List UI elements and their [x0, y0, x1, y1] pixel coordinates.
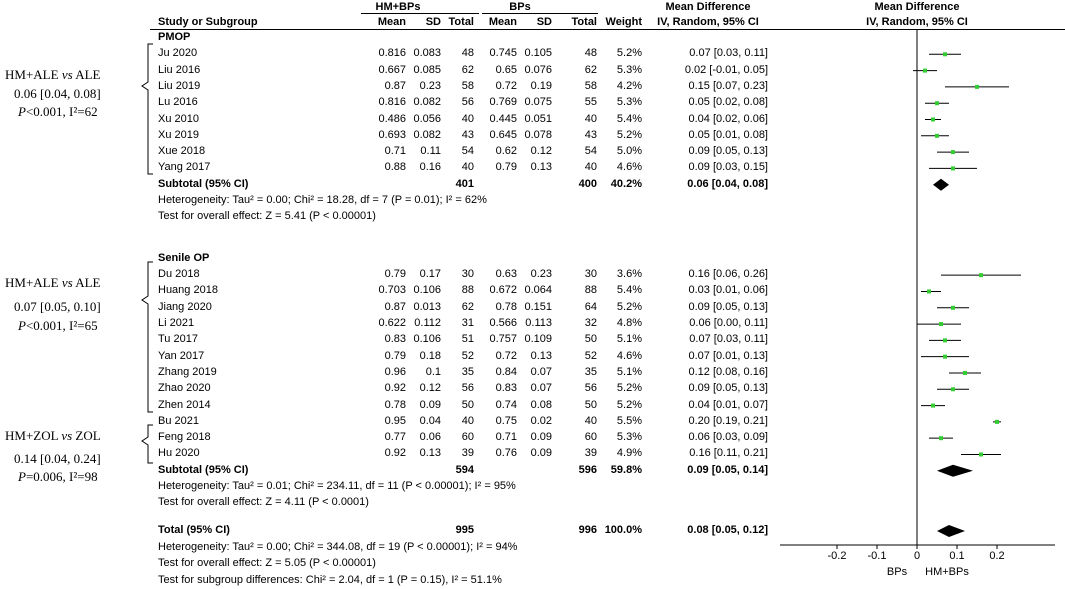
mean-diff-ci: 0.04 [0.02, 0.06] [688, 112, 768, 125]
point-estimate [951, 150, 955, 154]
total-hm: 52 [461, 349, 474, 362]
weight: 5.0% [616, 145, 642, 158]
sd-bps: 0.07 [530, 365, 552, 378]
total-bps: 54 [584, 145, 597, 158]
subtotal-diamond [933, 179, 949, 191]
weight: 5.2% [616, 382, 642, 395]
mean-diff-ci: 0.02 [-0.01, 0.05] [684, 63, 768, 76]
sd-hm: 0.013 [413, 300, 441, 313]
favours-right-label: HM+BPs [925, 566, 969, 578]
total-hm: 60 [461, 431, 474, 444]
mean-hm: 0.622 [378, 317, 406, 330]
mean-bps: 0.75 [495, 414, 517, 427]
sd-hm: 0.085 [413, 63, 441, 76]
sd-bps: 0.105 [524, 47, 552, 60]
mean-hm: 0.71 [384, 145, 406, 158]
sd-bps: 0.07 [530, 382, 552, 395]
point-estimate [979, 273, 983, 277]
total-hm: 88 [461, 284, 474, 297]
subtotal-ci: 0.06 [0.04, 0.08] [687, 177, 768, 190]
mean-hm: 0.92 [384, 382, 406, 395]
mean-hm: 0.88 [384, 161, 406, 174]
study-name: Xu 2010 [158, 112, 199, 125]
sd-hm: 0.106 [413, 284, 441, 297]
weight: 4.6% [616, 349, 642, 362]
point-estimate [931, 118, 935, 122]
total-hm: 54 [461, 145, 474, 158]
point-estimate [939, 436, 943, 440]
mean-diff-ci: 0.09 [0.03, 0.15] [688, 161, 768, 174]
point-estimate [951, 387, 955, 391]
study-name: Bu 2021 [158, 414, 199, 427]
mean-bps: 0.76 [495, 447, 517, 460]
mean-bps: 0.566 [489, 317, 517, 330]
mean-bps: 0.63 [495, 268, 517, 281]
total-hm: 40 [461, 414, 474, 427]
total-bps: 39 [584, 447, 597, 460]
mean-bps: 0.645 [489, 128, 517, 141]
sd-hm: 0.16 [419, 161, 441, 174]
total-bps: 88 [584, 284, 597, 297]
bracket-senile-ale [142, 262, 153, 412]
point-estimate [939, 322, 943, 326]
mean-bps: 0.757 [489, 333, 517, 346]
total-bps: 50 [584, 333, 597, 346]
header-mean1: Mean [377, 16, 406, 28]
header-total2: Total [571, 16, 597, 28]
sd-hm: 0.11 [420, 145, 441, 158]
total-hm: 35 [461, 365, 474, 378]
sd-bps: 0.076 [524, 63, 552, 76]
total-bps: 35 [584, 365, 597, 378]
total-bps: 60 [584, 431, 597, 444]
study-name: Liu 2019 [158, 79, 201, 92]
study-name: Huang 2018 [158, 284, 218, 297]
total-bps: 40 [584, 161, 597, 174]
study-name: Xue 2018 [158, 145, 206, 158]
point-estimate [951, 166, 955, 170]
sd-hm: 0.12 [419, 382, 441, 395]
header-rule [150, 29, 1065, 30]
weight: 5.3% [616, 96, 642, 109]
x-tick-label: 0.2 [989, 550, 1005, 562]
annotation-senile-ale-stats: P<0.001, I²=65 [18, 318, 98, 333]
sd-hm: 0.112 [414, 317, 441, 330]
annotation-senile-zol-comparison: HM+ZOL vs ZOL [5, 428, 101, 443]
sd-bps: 0.051 [524, 112, 552, 125]
sd-bps: 0.19 [530, 79, 552, 92]
total-n2: 996 [578, 524, 597, 536]
subtotal-diamond [937, 465, 973, 477]
mean-diff-ci: 0.09 [0.05, 0.13] [688, 382, 768, 395]
study-name: Hu 2020 [158, 447, 200, 460]
point-estimate [963, 371, 967, 375]
mean-bps: 0.83 [495, 382, 517, 395]
total-hm: 51 [461, 333, 474, 346]
x-tick-label: 0.1 [949, 550, 965, 562]
sd-hm: 0.18 [419, 349, 441, 362]
study-name: Liu 2016 [158, 63, 201, 76]
sd-hm: 0.082 [413, 96, 441, 109]
mean-diff-ci: 0.04 [0.01, 0.07] [688, 398, 768, 411]
total-hm: 30 [461, 268, 474, 281]
mean-diff-ci: 0.07 [0.03, 0.11] [689, 47, 768, 60]
total-bps: 58 [584, 79, 597, 92]
weight: 4.9% [616, 447, 642, 460]
study-name: Yang 2017 [158, 161, 211, 174]
mean-bps: 0.672 [489, 284, 517, 297]
total-bps: 55 [584, 96, 597, 109]
subtotal-weight: 40.2% [610, 177, 642, 190]
mean-hm: 0.816 [378, 96, 406, 109]
subtotal-label: Subtotal (95% CI) [158, 463, 249, 476]
sd-bps: 0.12 [530, 145, 552, 158]
bracket-senile-zol [142, 425, 153, 463]
point-estimate [943, 355, 947, 359]
weight: 5.3% [616, 63, 642, 76]
subtotal-label: Subtotal (95% CI) [158, 177, 249, 190]
mean-diff-ci: 0.03 [0.01, 0.06] [688, 284, 768, 297]
total-bps: 40 [584, 414, 597, 427]
subtotal-n1: 401 [455, 177, 474, 190]
mean-bps: 0.84 [495, 365, 517, 378]
mean-bps: 0.65 [495, 63, 517, 76]
sd-bps: 0.02 [530, 414, 552, 427]
subtotal-weight: 59.8% [610, 463, 642, 476]
mean-diff-ci: 0.20 [0.19, 0.21] [688, 414, 768, 427]
sd-hm: 0.106 [413, 333, 441, 346]
mean-hm: 0.667 [378, 63, 406, 76]
header-total1: Total [448, 16, 474, 28]
sd-bps: 0.075 [524, 96, 552, 109]
total-hm: 56 [461, 382, 474, 395]
heterogeneity-text: Heterogeneity: Tau² = 0.00; Chi² = 18.28, df = 7 (P = 0.01); I² = 62% [158, 194, 487, 206]
sd-hm: 0.13 [419, 447, 441, 460]
mean-hm: 0.92 [384, 447, 406, 460]
total-hm: 40 [461, 112, 474, 125]
total-weight: 100.0% [604, 524, 642, 536]
annotation-senile-zol-estimate: 0.14 [0.04, 0.24] [14, 451, 101, 466]
point-estimate [935, 134, 939, 138]
bracket-pmop [142, 44, 153, 174]
total-heterogeneity: Heterogeneity: Tau² = 0.00; Chi² = 344.08, df = 19 (P < 0.00001); I² = 94% [158, 541, 518, 553]
total-hm: 40 [461, 161, 474, 174]
weight: 4.6% [616, 161, 642, 174]
mean-diff-ci: 0.15 [0.07, 0.23] [688, 79, 768, 92]
point-estimate [927, 289, 931, 293]
mean-bps: 0.71 [495, 431, 517, 444]
point-estimate [975, 85, 979, 89]
sd-hm: 0.17 [419, 268, 441, 281]
mean-hm: 0.96 [384, 365, 406, 378]
group2-rule [482, 13, 598, 14]
total-bps: 32 [584, 317, 597, 330]
sd-bps: 0.08 [530, 398, 552, 411]
point-estimate [943, 338, 947, 342]
header-weight: Weight [605, 16, 642, 28]
total-hm: 58 [461, 79, 474, 92]
mean-diff-ci: 0.05 [0.01, 0.08] [688, 128, 768, 141]
mean-diff-ci: 0.16 [0.06, 0.26] [688, 268, 768, 281]
study-name: Tu 2017 [158, 333, 198, 346]
total-effect: Test for overall effect: Z = 5.05 (P < 0.00001) [158, 557, 376, 569]
sd-hm: 0.082 [413, 128, 441, 141]
mean-bps: 0.79 [495, 161, 517, 174]
mean-diff-ci: 0.09 [0.05, 0.13] [688, 300, 768, 313]
subgroup-title: PMOP [158, 31, 191, 43]
header-md-title: Mean Difference [665, 1, 751, 13]
sd-hm: 0.1 [425, 365, 441, 378]
weight: 3.6% [616, 268, 642, 281]
mean-hm: 0.816 [378, 47, 406, 60]
point-estimate [995, 420, 999, 424]
mean-hm: 0.77 [384, 431, 406, 444]
total-hm: 56 [461, 96, 474, 109]
annotation-pmop-stats: P<0.001, I²=62 [18, 104, 98, 119]
sd-bps: 0.109 [524, 333, 552, 346]
total-hm: 43 [461, 128, 474, 141]
total-bps: 62 [584, 63, 597, 76]
total-bps: 48 [584, 47, 597, 60]
study-name: Du 2018 [158, 268, 200, 281]
study-name: Zhen 2014 [158, 398, 211, 411]
total-hm: 50 [461, 398, 474, 411]
header-sd1: SD [425, 16, 441, 28]
study-name: Li 2021 [158, 317, 195, 330]
mean-bps: 0.72 [495, 79, 517, 92]
header-study: Study or Subgroup [158, 16, 258, 28]
point-estimate [935, 101, 939, 105]
overall-effect-text: Test for overall effect: Z = 5.41 (P < 0.00001) [158, 210, 376, 223]
study-name: Yan 2017 [158, 349, 205, 362]
weight: 5.2% [616, 128, 642, 141]
mean-bps: 0.445 [489, 112, 517, 125]
study-name: Ju 2020 [158, 47, 198, 60]
sd-bps: 0.09 [530, 447, 552, 460]
total-bps: 52 [584, 349, 597, 362]
x-tick-label: -0.2 [827, 550, 847, 562]
subgroup-differences: Test for subgroup differences: Chi² = 2.04, df = 1 (P = 0.15), I² = 51.1% [158, 574, 502, 586]
sd-hm: 0.056 [413, 112, 441, 125]
mean-diff-ci: 0.09 [0.05, 0.13] [688, 145, 768, 158]
point-estimate [979, 452, 983, 456]
x-tick-label: 0 [913, 550, 921, 562]
mean-diff-ci: 0.06 [0.03, 0.09] [688, 431, 768, 444]
weight: 5.1% [616, 333, 642, 346]
mean-hm: 0.83 [384, 333, 406, 346]
total-label: Total (95% CI) [158, 524, 230, 536]
mean-diff-ci: 0.05 [0.02, 0.08] [688, 96, 768, 109]
header-plot-title: Mean Difference [874, 1, 960, 13]
weight: 5.4% [616, 284, 642, 297]
total-hm: 62 [461, 300, 474, 313]
header-group1: HM+BPs [375, 1, 421, 13]
mean-hm: 0.79 [384, 349, 406, 362]
subtotal-ci: 0.09 [0.05, 0.14] [687, 463, 768, 476]
study-name: Lu 2016 [158, 96, 198, 109]
mean-bps: 0.745 [489, 47, 517, 60]
mean-diff-ci: 0.06 [0.00, 0.11] [689, 317, 768, 330]
mean-bps: 0.62 [495, 145, 517, 158]
mean-bps: 0.769 [489, 96, 517, 109]
total-n1: 995 [455, 524, 474, 536]
mean-hm: 0.87 [384, 300, 406, 313]
mean-hm: 0.95 [384, 414, 406, 427]
x-tick-label: -0.1 [867, 550, 887, 562]
total-bps: 30 [584, 268, 597, 281]
subtotal-n1: 594 [455, 463, 474, 476]
total-bps: 40 [584, 112, 597, 125]
total-bps: 43 [584, 128, 597, 141]
sd-bps: 0.151 [524, 300, 552, 313]
mean-diff-ci: 0.12 [0.08, 0.16] [688, 365, 768, 378]
heterogeneity-text: Heterogeneity: Tau² = 0.01; Chi² = 234.11, df = 11 (P < 0.00001); I² = 95% [158, 480, 516, 493]
mean-bps: 0.78 [495, 300, 517, 313]
point-estimate [923, 69, 927, 73]
sd-hm: 0.04 [419, 414, 441, 427]
point-estimate [931, 404, 935, 408]
subtotal-n2: 400 [578, 177, 597, 190]
favours-left-label: BPs [886, 566, 908, 578]
mean-hm: 0.87 [384, 79, 406, 92]
sd-bps: 0.09 [530, 431, 552, 444]
mean-hm: 0.78 [384, 398, 406, 411]
header-group2: BPs [509, 1, 531, 13]
annotation-pmop-comparison: HM+ALE vs ALE [5, 67, 101, 82]
study-name: Xu 2019 [158, 128, 199, 141]
point-estimate [943, 52, 947, 56]
sd-bps: 0.078 [524, 128, 552, 141]
total-hm: 48 [461, 47, 474, 60]
sd-hm: 0.09 [419, 398, 441, 411]
point-estimate [951, 306, 955, 310]
weight: 4.2% [616, 79, 642, 92]
sd-bps: 0.13 [530, 161, 552, 174]
total-hm: 62 [461, 63, 474, 76]
weight: 5.2% [616, 398, 642, 411]
sd-bps: 0.23 [530, 268, 552, 281]
weight: 5.2% [616, 47, 642, 60]
header-plot-sub: IV, Random, 95% CI [866, 16, 968, 28]
header-md-sub: IV, Random, 95% CI [657, 16, 759, 28]
mean-diff-ci: 0.16 [0.11, 0.21] [689, 447, 768, 460]
total-hm: 39 [461, 447, 474, 460]
study-name: Zhang 2019 [158, 365, 217, 378]
mean-diff-ci: 0.07 [0.03, 0.11] [689, 333, 768, 346]
weight: 5.5% [616, 414, 642, 427]
mean-hm: 0.79 [384, 268, 406, 281]
subgroup-title: Senile OP [158, 251, 210, 264]
header-mean2: Mean [488, 16, 517, 28]
subtotal-n2: 596 [578, 463, 597, 476]
mean-diff-ci: 0.07 [0.01, 0.13] [688, 349, 768, 362]
annotation-senile-ale-estimate: 0.07 [0.05, 0.10] [14, 299, 101, 314]
mean-bps: 0.72 [495, 349, 517, 362]
overall-effect-text: Test for overall effect: Z = 4.11 (P < 0.0001) [158, 496, 369, 509]
study-name: Feng 2018 [158, 431, 211, 444]
study-name: Zhao 2020 [158, 382, 211, 395]
annotation-senile-ale-comparison: HM+ALE vs ALE [5, 275, 101, 290]
mean-bps: 0.74 [495, 398, 517, 411]
sd-bps: 0.064 [524, 284, 552, 297]
total-bps: 50 [584, 398, 597, 411]
total-diamond [937, 525, 965, 537]
weight: 4.8% [616, 317, 642, 330]
total-bps: 56 [584, 382, 597, 395]
group1-rule [361, 13, 479, 14]
header-sd2: SD [536, 16, 552, 28]
weight: 5.1% [616, 365, 642, 378]
sd-hm: 0.083 [413, 47, 441, 60]
sd-bps: 0.13 [530, 349, 552, 362]
mean-hm: 0.486 [378, 112, 406, 125]
annotation-pmop-estimate: 0.06 [0.04, 0.08] [14, 86, 101, 101]
total-ci: 0.08 [0.05, 0.12] [687, 524, 768, 536]
total-hm: 31 [461, 317, 474, 330]
annotation-senile-zol-stats: P=0.006, I²=98 [18, 469, 98, 484]
study-name: Jiang 2020 [158, 300, 212, 313]
sd-bps: 0.113 [525, 317, 552, 330]
sd-hm: 0.06 [419, 431, 441, 444]
mean-hm: 0.703 [378, 284, 406, 297]
weight: 5.4% [616, 112, 642, 125]
total-bps: 64 [584, 300, 597, 313]
weight: 5.3% [616, 431, 642, 444]
mean-hm: 0.693 [378, 128, 406, 141]
sd-hm: 0.23 [419, 79, 441, 92]
weight: 5.2% [616, 300, 642, 313]
